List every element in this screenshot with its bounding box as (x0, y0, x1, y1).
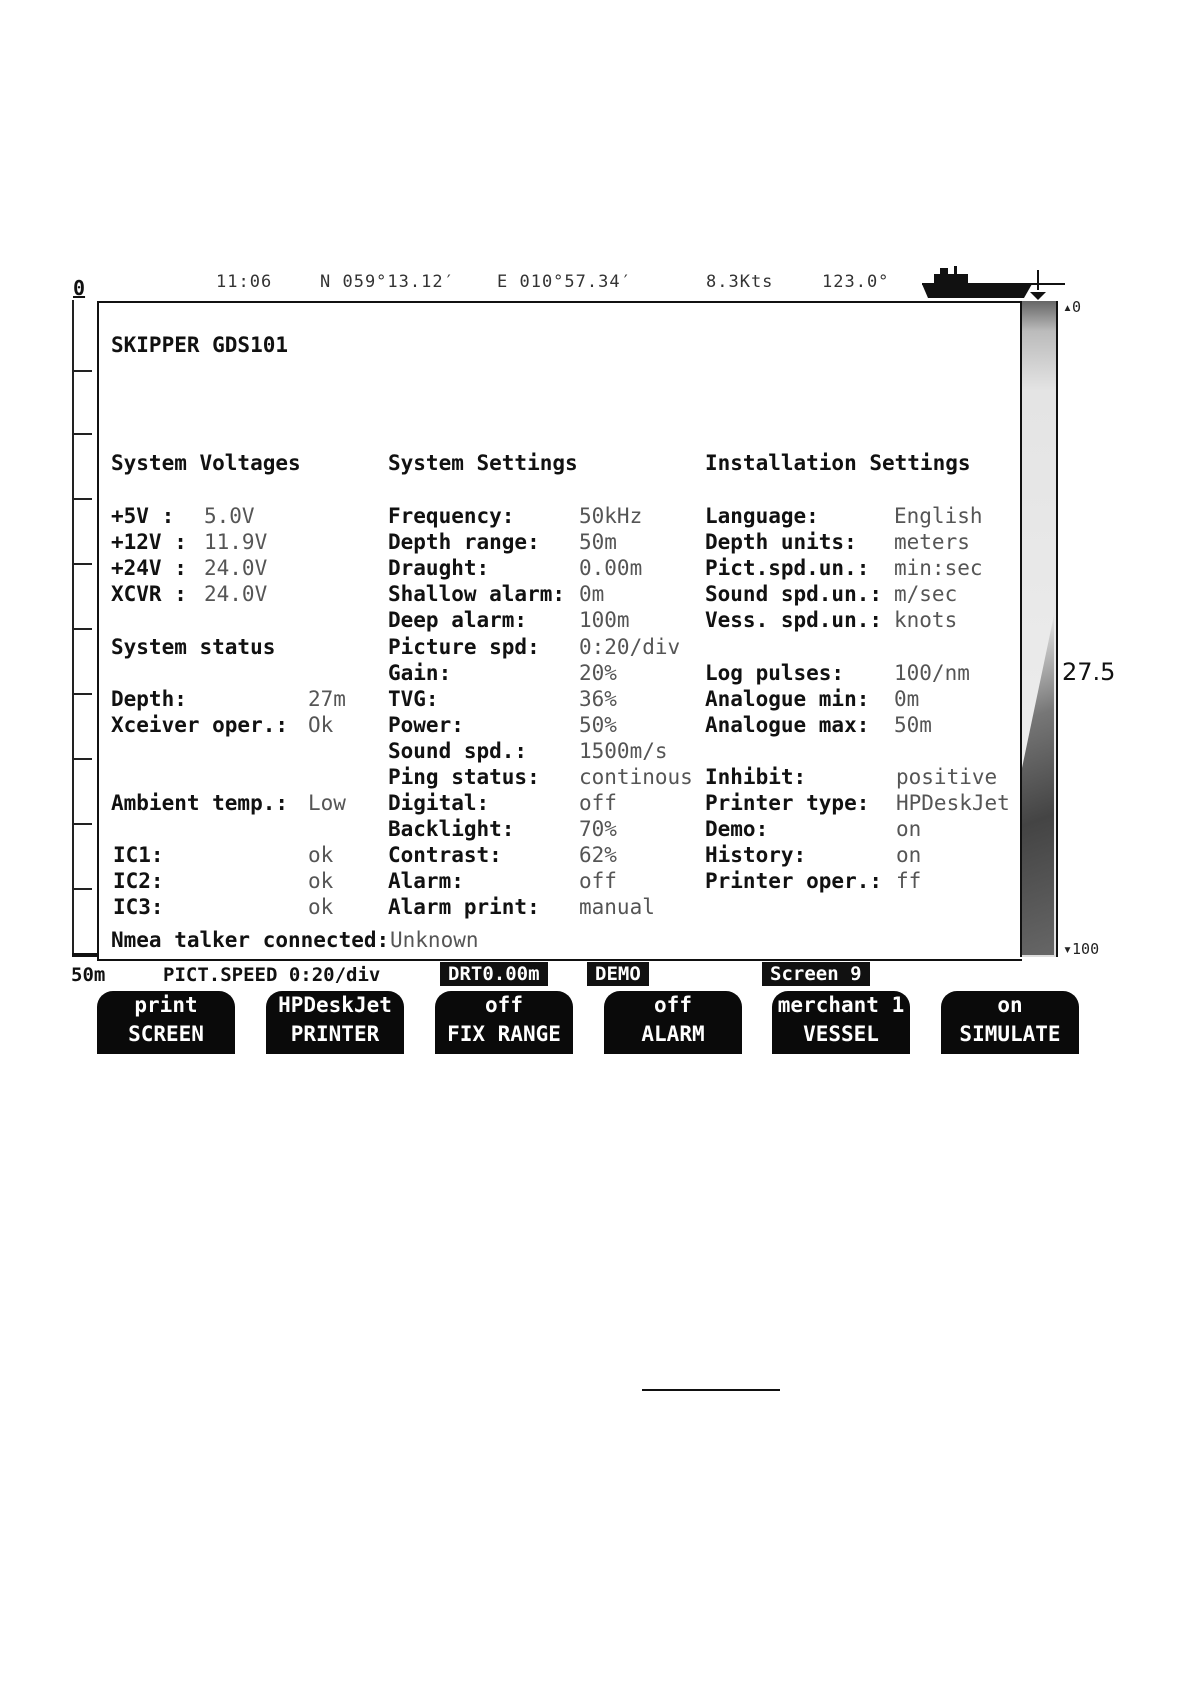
setting-value: 100m (579, 608, 630, 632)
voltage-label: +24V : (111, 556, 187, 580)
depth-scale-tick (72, 498, 92, 500)
depth-scale-tick (72, 370, 92, 372)
system-settings-heading: System Settings (388, 451, 578, 475)
depth-marker-label: 27.5 (1062, 658, 1116, 686)
installation-label: History: (705, 843, 807, 867)
setting-value: 70% (579, 817, 617, 841)
divider (642, 1389, 780, 1391)
softkey-label: ALARM (641, 1022, 705, 1046)
setting-label: Depth range: (388, 530, 540, 554)
installation-value: 0m (894, 687, 920, 711)
depth-scale-bottom-bar (72, 953, 98, 957)
setting-value: 20% (579, 661, 617, 685)
ic3-value: ok (308, 895, 334, 919)
depth-scale-tick (72, 693, 92, 695)
setting-label: Digital: (388, 791, 490, 815)
vessel-icon (920, 266, 1070, 304)
setting-label: Backlight: (388, 817, 515, 841)
installation-value: HPDeskJet (896, 791, 1010, 815)
installation-label: Log pulses: (705, 661, 845, 685)
ic1-value: ok (308, 843, 334, 867)
depth-scale-tick (72, 628, 92, 630)
setting-label: Deep alarm: (388, 608, 528, 632)
setting-label: Alarm: (388, 869, 464, 893)
setting-value: 50% (579, 713, 617, 737)
voltage-value: 24.0V (204, 582, 268, 606)
installation-label: Sound spd.un.: (705, 582, 883, 606)
nmea-label: Nmea talker connected: (111, 928, 390, 952)
setting-value: 1500m/s (579, 739, 668, 763)
voltages-heading: System Voltages (111, 451, 301, 475)
ic1-label: IC1: (113, 843, 164, 867)
installation-settings-heading: Installation Settings (705, 451, 971, 475)
setting-label: Ping status: (388, 765, 540, 789)
page-title: SKIPPER GDS101 (111, 333, 289, 357)
screen-badge: Screen 9 (762, 962, 870, 986)
setting-label: Power: (388, 713, 464, 737)
scale-top-label: ▴0 (1063, 298, 1082, 316)
softkey-value: HPDeskJet (278, 993, 392, 1017)
setting-label: TVG: (388, 687, 439, 711)
nmea-value: Unknown (390, 928, 479, 952)
arrow-up-icon: ▴ (1063, 298, 1073, 316)
printer-button[interactable] (266, 991, 404, 1054)
installation-value: English (894, 504, 983, 528)
setting-value: 0.00m (579, 556, 643, 580)
setting-value: 0:20/div (579, 635, 681, 659)
softkey-value: on (997, 993, 1023, 1017)
setting-label: Contrast: (388, 843, 502, 867)
installation-value: on (896, 817, 922, 841)
installation-label: Printer type: (705, 791, 870, 815)
ic2-label: IC2: (113, 869, 164, 893)
installation-value: ff (896, 869, 922, 893)
setting-value: 62% (579, 843, 617, 867)
softkey-value: off (485, 993, 523, 1017)
installation-label: Printer oper.: (705, 869, 883, 893)
ic3-label: IC3: (113, 895, 164, 919)
installation-label: Analogue max: (705, 713, 870, 737)
setting-value: 0m (579, 582, 605, 606)
time-readout: 11:06 (216, 272, 273, 292)
vessel-button[interactable] (772, 991, 910, 1054)
installation-value: 100/nm (894, 661, 970, 685)
voltage-label: +12V : (111, 530, 187, 554)
softkey-label: FIX RANGE (447, 1022, 561, 1046)
depth-label: Depth: (111, 687, 187, 711)
latitude-readout: N 059°13.12′ (320, 272, 455, 292)
status-heading: System status (111, 635, 276, 659)
depth-scale-tick (72, 758, 92, 760)
installation-label: Vess. spd.un.: (705, 608, 883, 632)
setting-label: Alarm print: (388, 895, 540, 919)
depth-zero-label: 0 (73, 276, 86, 300)
setting-value: 50kHz (579, 504, 643, 528)
softkey-value: off (654, 993, 692, 1017)
installation-label: Depth units: (705, 530, 857, 554)
setting-value: off (579, 791, 617, 815)
alarm-button[interactable] (604, 991, 742, 1054)
setting-label: Gain: (388, 661, 452, 685)
setting-value: continous (579, 765, 693, 789)
scale-bottom-label: ▾100 (1063, 940, 1100, 958)
softkey-label: SIMULATE (959, 1022, 1061, 1046)
depth-scale-tick (72, 823, 92, 825)
setting-value: 36% (579, 687, 617, 711)
softkey-label: VESSEL (803, 1022, 879, 1046)
xceiver-label: Xceiver oper.: (111, 713, 289, 737)
softkey-label: PRINTER (290, 1022, 380, 1046)
softkey-value: merchant 1 (777, 993, 905, 1017)
voltage-value: 5.0V (204, 504, 255, 528)
range-label: 50m (71, 964, 106, 986)
longitude-readout: E 010°57.34′ (497, 272, 632, 292)
ambient-temp-label: Ambient temp.: (111, 791, 289, 815)
installation-value: on (896, 843, 922, 867)
voltage-label: XCVR : (111, 582, 187, 606)
voltage-value: 24.0V (204, 556, 268, 580)
setting-label: Sound spd.: (388, 739, 528, 763)
setting-label: Frequency: (388, 504, 515, 528)
print-screen-button[interactable] (97, 991, 235, 1054)
depth-scale-tick (72, 888, 92, 890)
xceiver-value: Ok (308, 713, 334, 737)
depth-scale-tick (72, 433, 92, 435)
simulate-button[interactable] (941, 991, 1079, 1054)
softkey-label: SCREEN (128, 1022, 204, 1046)
demo-badge: DEMO (587, 962, 649, 986)
ic2-value: ok (308, 869, 334, 893)
setting-label: Shallow alarm: (388, 582, 566, 606)
installation-label: Demo: (705, 817, 769, 841)
softkey-value: print (134, 993, 198, 1017)
installation-label: Language: (705, 504, 819, 528)
installation-label: Pict.spd.un.: (705, 556, 870, 580)
setting-value: manual (579, 895, 655, 919)
arrow-down-icon: ▾ (1063, 940, 1073, 958)
setting-value: off (579, 869, 617, 893)
heading-readout: 123.0° (822, 272, 890, 292)
ambient-temp-value: Low (308, 791, 346, 815)
diagnostic-panel (97, 301, 1022, 961)
setting-label: Draught: (388, 556, 490, 580)
installation-value: knots (894, 608, 958, 632)
installation-value: m/sec (894, 582, 958, 606)
depth-value: 27m (308, 687, 346, 711)
depth-scale-tick (72, 563, 92, 565)
installation-value: 50m (894, 713, 932, 737)
voltage-label: +5V : (111, 504, 175, 528)
pict-speed-label: PICT.SPEED 0:20/div (163, 964, 381, 986)
installation-value: positive (896, 765, 998, 789)
setting-label: Picture spd: (388, 635, 540, 659)
speed-readout: 8.3Kts (706, 272, 774, 292)
installation-value: meters (894, 530, 970, 554)
setting-value: 50m (579, 530, 617, 554)
installation-label: Inhibit: (705, 765, 807, 789)
installation-label: Analogue min: (705, 687, 870, 711)
voltage-value: 11.9V (204, 530, 268, 554)
fix-range-button[interactable] (435, 991, 573, 1054)
installation-value: min:sec (894, 556, 983, 580)
draught-badge: DRT0.00m (440, 962, 548, 986)
